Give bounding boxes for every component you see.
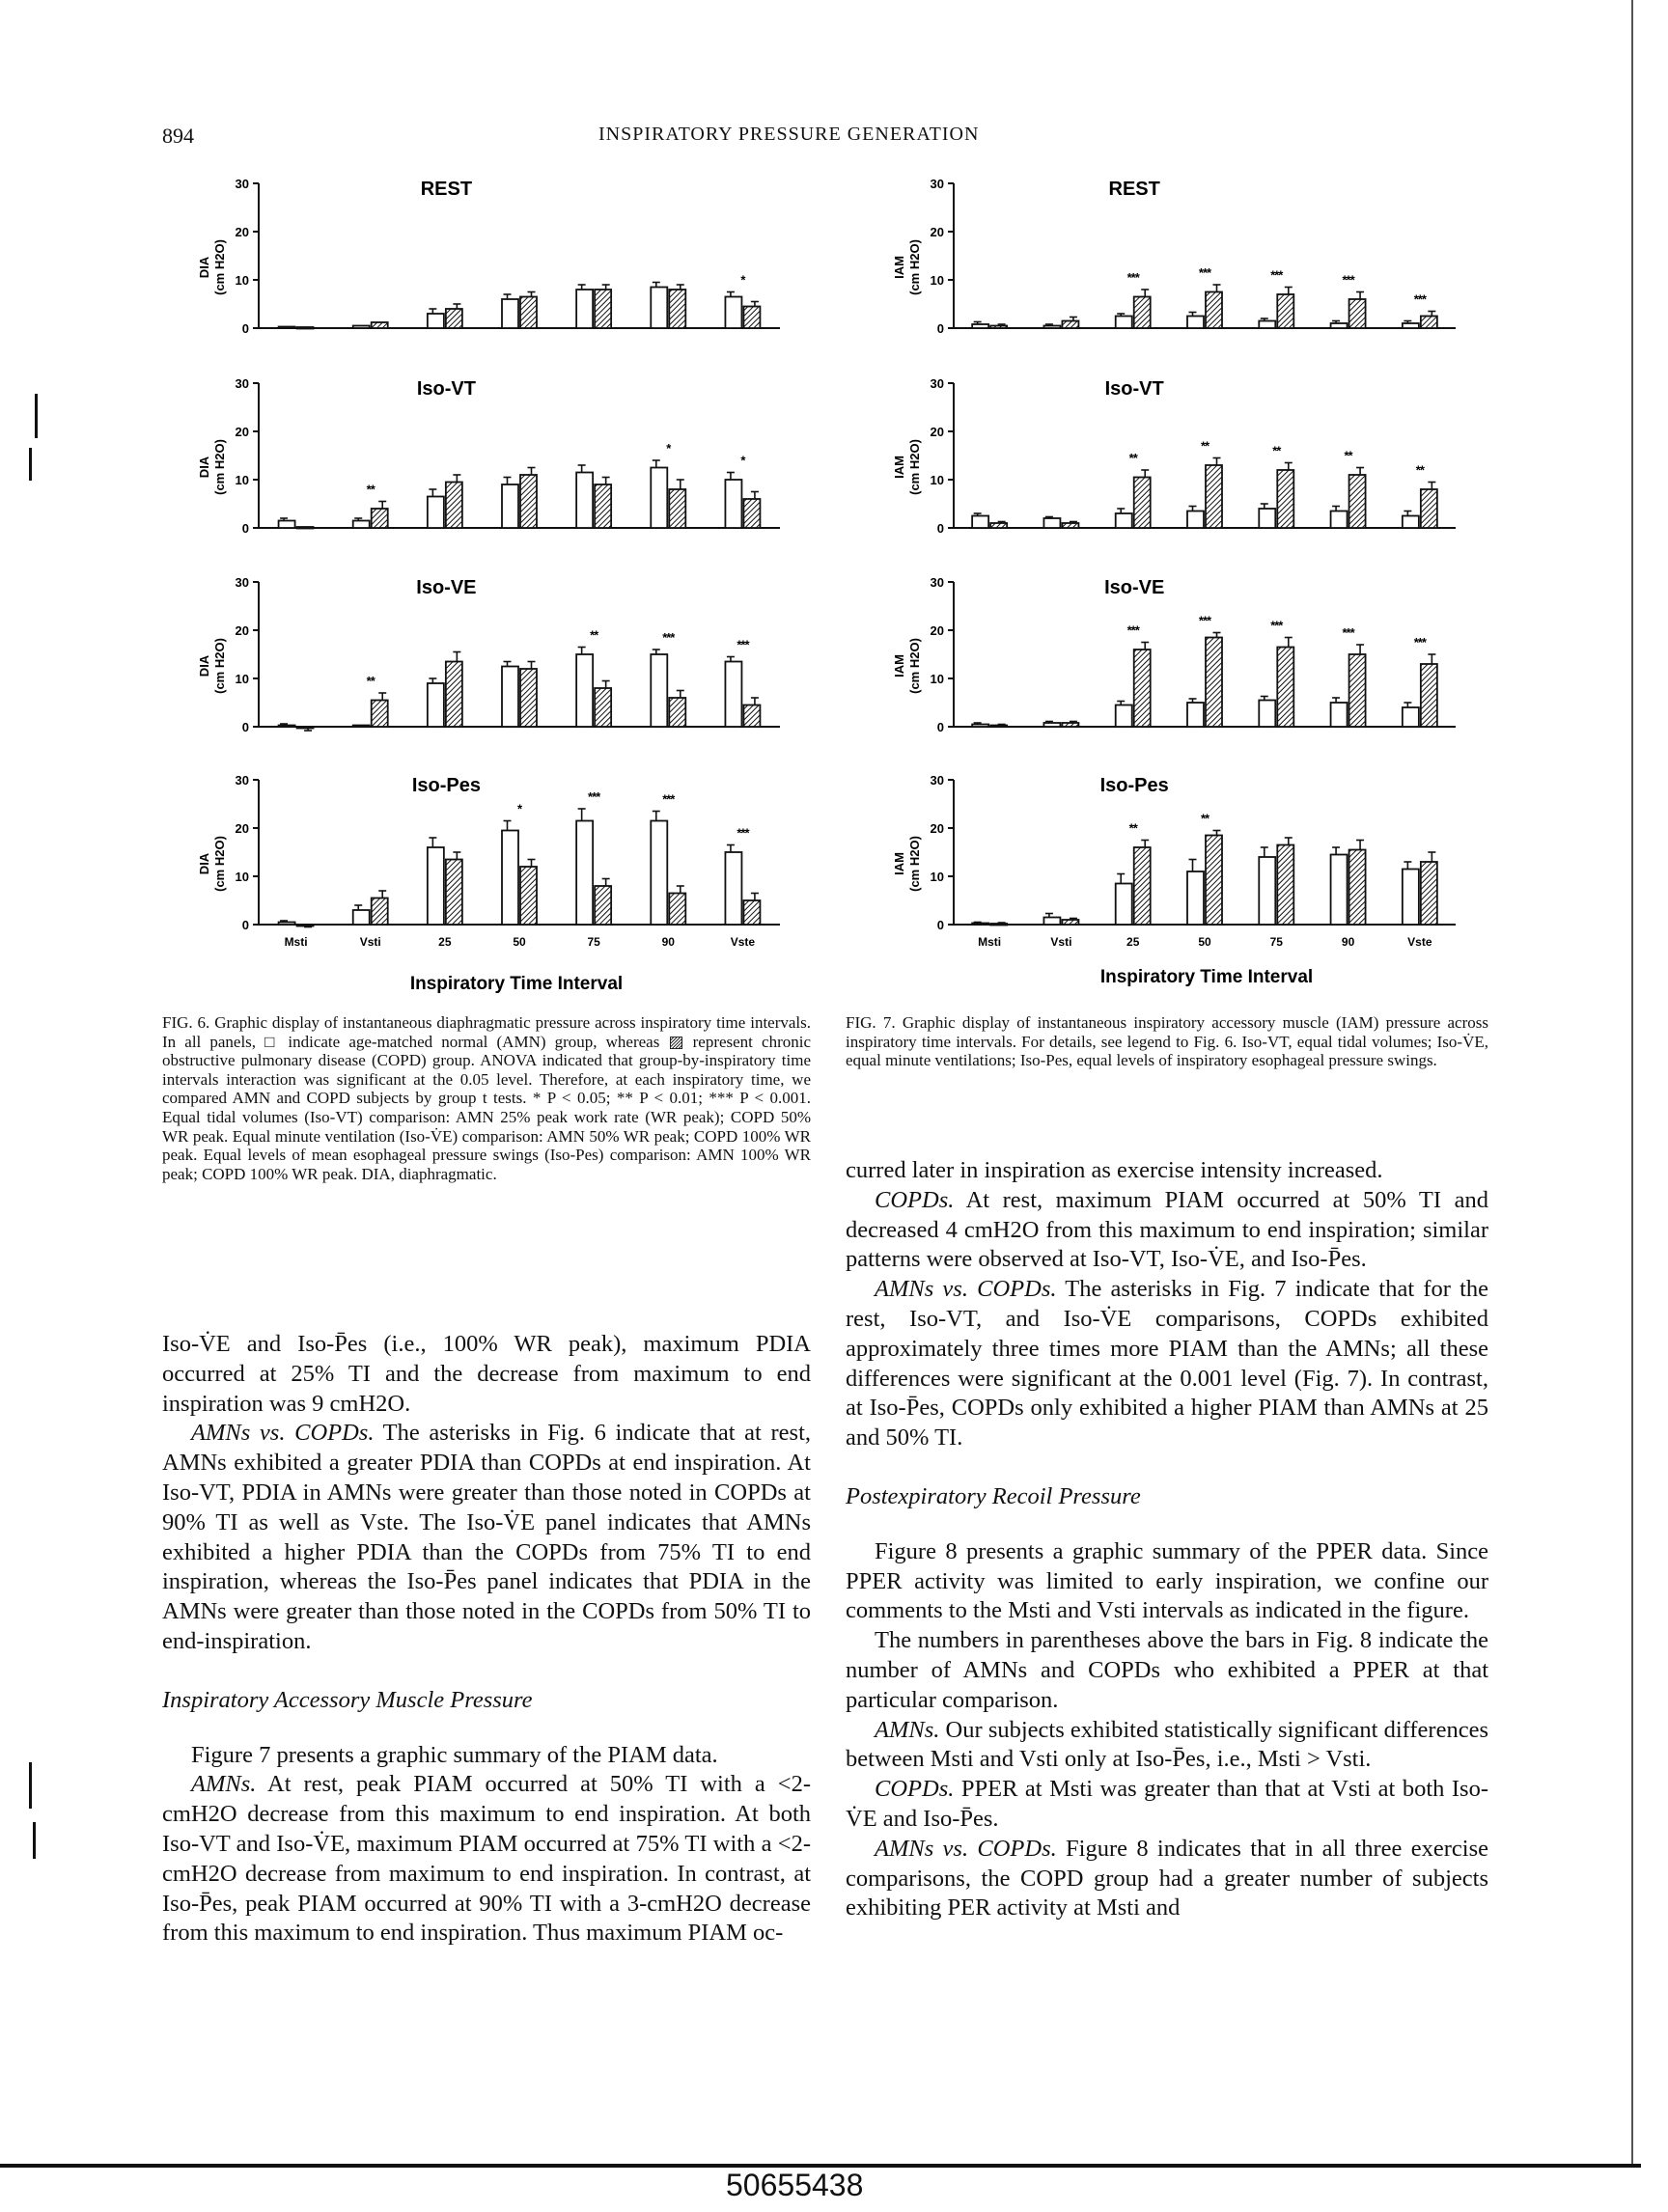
significance-marker: ***	[662, 791, 675, 807]
y-axis-label-units: (cm H2O)	[907, 836, 922, 892]
right-column	[846, 1156, 1488, 1923]
bar-copd	[669, 290, 685, 328]
y-axis-label-units: (cm H2O)	[907, 239, 922, 295]
bar-copd	[297, 527, 314, 529]
bar-amn	[1116, 705, 1132, 728]
bar-amn	[1043, 918, 1060, 926]
bar-amn	[428, 683, 444, 727]
fig7-xaxis-title: Inspiratory Time Interval	[1099, 967, 1314, 987]
bar-copd	[372, 899, 388, 926]
left-column	[162, 1330, 811, 1949]
bar-copd	[446, 309, 462, 328]
right-para-3-lead: AMNs vs. COPDs.	[875, 1276, 1057, 1303]
y-axis-label: DIA	[197, 852, 211, 875]
bar-amn	[1116, 513, 1132, 528]
y-tick-label: 30	[930, 773, 944, 788]
bar-copd	[1277, 845, 1293, 926]
y-tick-label: 0	[936, 720, 944, 734]
y-tick-label: 20	[930, 225, 944, 239]
panel-title: Iso-VE	[1104, 577, 1165, 598]
chart-panel-fig6-1	[197, 177, 780, 336]
bar-amn	[1043, 518, 1060, 528]
bar-copd	[669, 894, 685, 926]
bar-copd	[297, 327, 314, 329]
bar-amn	[972, 516, 988, 529]
left-para-1: Iso-V̇E and Iso-P̄es (i.e., 100% WR peak), maximum PDIA occurred at 25% TI and the decrease from maximum to end inspiration was 9 cmH2O.	[162, 1331, 811, 1417]
significance-marker: ***	[1413, 291, 1426, 307]
bar-amn	[1331, 855, 1348, 926]
y-tick-label: 0	[936, 521, 944, 536]
right-para-6-lead: AMNs.	[875, 1716, 940, 1743]
x-tick-label: Msti	[978, 935, 1002, 949]
right-para-2-text: At rest, maximum PIAM occurred at 50% TI and decreased 4 cmH2O from this maximum to end inspiration; similar patterns were observed at Iso-VT, Iso-V̇E, and Iso-P̄es.	[846, 1186, 1488, 1273]
bar-copd	[595, 886, 611, 925]
x-tick-label: 90	[1341, 935, 1355, 949]
bar-copd	[1206, 836, 1222, 926]
left-para-2-text: The asterisks in Fig. 6 indicate that at rest, AMNs exhibited a greater PDIA than COPDs at end inspiration. At Iso-VT, PDIA in AMNs were greater than those noted in COPDs at 90% TI as well as Vste. The Iso-V̇E panel indicates that AMNs exhibited a higher PDIA than the COPDs from 75% TI to end inspiration, whereas the Iso-P̄es panel indicates that PDIA in the AMNs were greater than those noted in the COPDs from 50% TI to end-inspiration.	[162, 1420, 811, 1654]
chart-panel-fig6-3	[197, 575, 780, 734]
y-axis-label: DIA	[197, 256, 211, 279]
bar-copd	[1349, 654, 1366, 727]
left-para-2	[162, 1419, 811, 1656]
margin-mark	[29, 448, 32, 481]
bar-amn	[651, 288, 667, 329]
significance-marker: ***	[1413, 635, 1426, 650]
y-axis-label-units: (cm H2O)	[907, 439, 922, 495]
margin-mark	[35, 394, 38, 438]
significance-marker: **	[1128, 820, 1137, 836]
bar-amn	[279, 327, 295, 329]
bar-copd	[595, 290, 611, 328]
bar-copd	[446, 483, 462, 529]
significance-marker: ***	[662, 630, 675, 645]
bar-amn	[972, 324, 988, 328]
page-number: 894	[162, 124, 194, 148]
bar-amn	[353, 726, 370, 728]
significance-marker: **	[590, 627, 598, 643]
panel-title: Iso-VT	[416, 378, 476, 400]
page-right-rule	[1631, 0, 1633, 2164]
bar-copd	[1277, 648, 1293, 728]
y-tick-label: 0	[936, 321, 944, 336]
bar-copd	[1062, 723, 1078, 727]
right-para-8-text: Figure 8 indicates that in all three exercise comparisons, the COPD group had a greater number of subjects exhibiting PER activity at Msti and	[846, 1835, 1488, 1922]
bar-amn	[1116, 884, 1132, 926]
fig7-caption-label: FIG. 7.	[846, 1013, 896, 1032]
y-axis-label-units: (cm H2O)	[907, 638, 922, 694]
significance-marker: **	[1415, 462, 1424, 478]
chart-panel-fig7-4	[892, 773, 1456, 949]
fig6-caption	[162, 1013, 811, 1183]
y-tick-label: 10	[930, 473, 944, 487]
y-tick-label: 30	[235, 773, 249, 788]
chart-panel-fig7-3	[892, 575, 1456, 734]
chart-panel-fig7-2	[892, 376, 1456, 536]
bar-copd	[1277, 294, 1293, 328]
significance-marker: ***	[1126, 270, 1139, 285]
bar-copd	[1062, 523, 1078, 528]
bar-copd	[743, 499, 760, 528]
x-tick-label: 25	[438, 935, 452, 949]
x-tick-label: 50	[513, 935, 526, 949]
right-para-3-text: The asterisks in Fig. 7 indicate that for the rest, Iso-VT, and Iso-V̇E comparisons, COPDs exhibited approximately three times more PIAM than the AMNs; all these differences were significant at the 0.001 level (Fig. 7). In contrast, at Iso-P̄es, COPDs only exhibited a higher PIAM than AMNs at 25 and 50% TI.	[846, 1276, 1489, 1452]
y-tick-label: 10	[235, 473, 249, 487]
right-para-6	[846, 1716, 1488, 1776]
y-tick-label: 10	[930, 273, 944, 288]
bar-copd	[669, 489, 685, 528]
significance-marker: ***	[737, 825, 749, 841]
bar-amn	[1403, 870, 1419, 926]
left-para-4-text: At rest, peak PIAM occurred at 50% TI with a <2-cmH2O decrease from this maximum to end inspiration. At both Iso-VT and Iso-V̇E, maximum PIAM occurred at 75% TI with a <2-cmH2O decrease from maximum to end inspiration. In contrast, at Iso-P̄es, peak PIAM occurred at 90% TI with a 3-cmH2O decrease from this maximum to end inspiration. Thus maximum PIAM oc-	[162, 1771, 811, 1947]
bar-amn	[725, 852, 741, 925]
y-tick-label: 20	[930, 821, 944, 836]
bar-amn	[279, 726, 295, 728]
bar-amn	[502, 299, 518, 328]
right-para-3	[846, 1275, 1488, 1453]
y-axis-label: DIA	[197, 654, 211, 677]
significance-marker: ***	[1342, 272, 1354, 288]
significance-marker: ***	[1270, 618, 1283, 633]
significance-marker: **	[366, 674, 375, 688]
right-para-2-lead: COPDs.	[875, 1186, 955, 1213]
bar-copd	[595, 688, 611, 727]
x-tick-label: Vsti	[1050, 935, 1072, 949]
bar-amn	[1116, 317, 1132, 329]
bar-amn	[576, 290, 593, 328]
significance-marker: *	[740, 453, 745, 468]
right-para-7	[846, 1775, 1488, 1835]
significance-marker: **	[366, 482, 375, 497]
section-heading-iam: Inspiratory Accessory Muscle Pressure	[162, 1686, 533, 1713]
bar-copd	[1277, 470, 1293, 528]
right-para-2	[846, 1186, 1488, 1275]
fig7-caption-text: Graphic display of instantaneous inspiratory accessory muscle (IAM) pressure across inspiratory time intervals. For details, see legend to Fig. 6. Iso-VT, equal tidal volumes; Iso-V̇E, equal minute ventilations; Iso-Pes, equal levels of inspiratory esophageal pressure swings.	[846, 1013, 1488, 1070]
panel-title: REST	[1108, 179, 1160, 200]
bar-copd	[372, 322, 388, 328]
bar-copd	[743, 900, 760, 925]
bar-copd	[520, 475, 537, 528]
y-tick-label: 10	[930, 672, 944, 686]
fig6-xaxis-title: Inspiratory Time Interval	[409, 974, 624, 994]
bar-amn	[1259, 701, 1275, 728]
right-para-8-lead: AMNs vs. COPDs.	[875, 1835, 1057, 1862]
y-axis-label-units: (cm H2O)	[212, 439, 227, 495]
bar-amn	[502, 484, 518, 528]
right-para-7-text: PPER at Msti was greater than that at Vsti at both Iso-V̇E and Iso-P̄es.	[846, 1776, 1488, 1832]
y-tick-label: 30	[930, 376, 944, 391]
y-axis-label-units: (cm H2O)	[212, 836, 227, 892]
bar-amn	[1043, 326, 1060, 329]
bar-amn	[1403, 323, 1419, 328]
x-tick-label: 75	[1269, 935, 1283, 949]
significance-marker: ***	[1126, 622, 1139, 638]
bar-amn	[353, 326, 370, 329]
left-para-2-lead: AMNs vs. COPDs.	[191, 1420, 375, 1447]
bar-amn	[279, 521, 295, 529]
bar-amn	[1403, 516, 1419, 529]
bar-amn	[1259, 321, 1275, 329]
right-para-1: curred later in inspiration as exercise intensity increased.	[846, 1157, 1383, 1183]
bar-copd	[297, 727, 314, 729]
x-tick-label: Msti	[284, 935, 308, 949]
left-para-4-lead: AMNs.	[191, 1771, 257, 1798]
bar-copd	[669, 698, 685, 727]
margin-mark	[29, 1762, 32, 1809]
significance-marker: *	[666, 441, 671, 456]
bar-amn	[1187, 512, 1204, 529]
bar-copd	[520, 867, 537, 925]
y-tick-label: 10	[930, 870, 944, 884]
right-para-6-text: Our subjects exhibited statistically significant differences between Msti and Vsti only at Iso-P̄es, i.e., Msti > Vsti.	[846, 1716, 1488, 1773]
y-axis-label: IAM	[892, 654, 906, 677]
significance-marker: ***	[1198, 613, 1211, 628]
y-axis-label: DIA	[197, 456, 211, 479]
panel-title: Iso-Pes	[411, 775, 481, 796]
bar-copd	[990, 326, 1007, 329]
significance-marker: ***	[588, 789, 600, 804]
fig6-caption-label: FIG. 6.	[162, 1013, 210, 1032]
bar-amn	[1043, 723, 1060, 727]
bar-copd	[1134, 650, 1151, 727]
bar-amn	[353, 521, 370, 529]
y-tick-label: 10	[235, 273, 249, 288]
bar-copd	[1134, 297, 1151, 329]
bar-amn	[428, 847, 444, 925]
bar-copd	[1349, 475, 1366, 528]
bar-amn	[502, 831, 518, 926]
x-tick-label: Vsti	[359, 935, 381, 949]
bar-amn	[1187, 317, 1204, 329]
bar-amn	[725, 662, 741, 728]
fig6-caption-text: Graphic display of instantaneous diaphragmatic pressure across inspiratory time intervals. In all panels, □ indicate age-matched normal (AMN) group, whereas ▨ represent chronic obstructive pulmonary disease (COPD) group. ANOVA indicated that group-by-inspiratory time intervals interaction was significant at the 0.05 level. Therefore, at each inspiratory time, we compared AMN and COPD subjects by group t tests. * P < 0.05; ** P < 0.01; *** P < 0.001. Equal tidal volumes (Iso-VT) comparison: AMN 25% peak work rate (WR peak); COPD 50% WR peak. Equal minute ventilation (Iso-V̇E) comparison: AMN 50% WR peak; COPD 100% WR peak. Equal levels of mean esophageal pressure swings (Iso-Pes) comparison: AMN 100% WR peak; COPD 100% WR peak. DIA, diaphragmatic.	[162, 1013, 812, 1183]
panel-title: REST	[420, 179, 473, 200]
significance-marker: ***	[1342, 625, 1354, 640]
y-tick-label: 20	[235, 821, 249, 836]
y-tick-label: 10	[235, 672, 249, 686]
bar-amn	[651, 654, 667, 727]
y-tick-label: 0	[241, 321, 249, 336]
x-tick-label: Vste	[1407, 935, 1432, 949]
bar-copd	[1349, 850, 1366, 926]
y-tick-label: 30	[235, 575, 249, 590]
section-heading-per: Postexpiratory Recoil Pressure	[846, 1482, 1141, 1509]
bar-copd	[990, 924, 1007, 926]
y-tick-label: 30	[930, 575, 944, 590]
y-axis-label: IAM	[892, 456, 906, 479]
fig7-caption	[846, 1013, 1488, 1070]
margin-mark	[33, 1822, 36, 1859]
bar-copd	[743, 705, 760, 728]
y-tick-label: 20	[930, 425, 944, 439]
significance-marker: **	[1272, 443, 1281, 458]
bar-amn	[1259, 509, 1275, 528]
bar-amn	[428, 314, 444, 328]
bar-amn	[1187, 871, 1204, 925]
y-tick-label: 30	[235, 177, 249, 191]
bar-copd	[520, 669, 537, 727]
y-tick-label: 20	[235, 623, 249, 638]
running-title: INSPIRATORY PRESSURE GENERATION	[598, 124, 980, 145]
y-tick-label: 10	[235, 870, 249, 884]
bar-amn	[651, 468, 667, 529]
significance-marker: ***	[737, 637, 749, 652]
bar-amn	[1331, 703, 1348, 727]
significance-marker: **	[1200, 811, 1209, 826]
y-tick-label: 20	[235, 225, 249, 239]
significance-marker: *	[740, 272, 745, 288]
right-para-8	[846, 1835, 1488, 1923]
bar-copd	[1421, 489, 1437, 528]
y-tick-label: 0	[241, 918, 249, 932]
bar-amn	[1187, 703, 1204, 727]
bar-amn	[972, 725, 988, 728]
bar-amn	[1331, 512, 1348, 529]
right-para-5: The numbers in parentheses above the bars in Fig. 8 indicate the number of AMNs and COPDs who exhibited a PPER at that particular comparison.	[846, 1627, 1488, 1713]
bar-amn	[725, 480, 741, 528]
y-tick-label: 20	[235, 425, 249, 439]
bar-copd	[743, 307, 760, 329]
bar-copd	[1206, 638, 1222, 728]
y-tick-label: 30	[235, 376, 249, 391]
bar-amn	[576, 654, 593, 727]
bar-amn	[972, 924, 988, 926]
panel-title: Iso-VT	[1104, 378, 1164, 400]
y-axis-label-units: (cm H2O)	[212, 638, 227, 694]
bar-copd	[446, 662, 462, 728]
x-tick-label: 75	[587, 935, 600, 949]
bar-copd	[1421, 862, 1437, 925]
x-tick-label: Vste	[730, 935, 756, 949]
bar-copd	[372, 701, 388, 728]
bar-amn	[1403, 707, 1419, 727]
y-tick-label: 0	[241, 720, 249, 734]
bar-copd	[1134, 847, 1151, 925]
bar-copd	[1421, 317, 1437, 329]
right-para-4: Figure 8 presents a graphic summary of the PPER data. Since PPER activity was limited to early inspiration, we confine our comments to the Msti and Vsti intervals as indicated in the figure.	[846, 1537, 1488, 1624]
y-tick-label: 0	[936, 918, 944, 932]
document-id: 50655438	[726, 2168, 864, 2202]
x-tick-label: 90	[661, 935, 675, 949]
bar-copd	[990, 726, 1007, 728]
significance-marker: ***	[1270, 267, 1283, 283]
bar-amn	[1331, 323, 1348, 328]
figures-6-7	[0, 0, 1668, 1013]
bar-amn	[651, 821, 667, 926]
bar-amn	[428, 497, 444, 529]
chart-panel-fig7-1	[892, 177, 1456, 336]
bar-copd	[297, 925, 314, 926]
bar-amn	[576, 821, 593, 926]
y-axis-label: IAM	[892, 256, 906, 279]
y-tick-label: 20	[930, 623, 944, 638]
chart-panel-fig6-2	[197, 376, 780, 536]
bar-amn	[725, 297, 741, 329]
bar-copd	[1062, 321, 1078, 329]
bar-copd	[1206, 465, 1222, 528]
y-axis-label: IAM	[892, 852, 906, 875]
bar-copd	[372, 509, 388, 528]
bar-copd	[446, 860, 462, 926]
significance-marker: *	[516, 801, 522, 816]
bar-copd	[990, 523, 1007, 528]
left-para-3: Figure 7 presents a graphic summary of the PIAM data.	[191, 1741, 718, 1768]
bar-amn	[502, 667, 518, 728]
bar-copd	[1134, 478, 1151, 529]
right-para-7-lead: COPDs.	[875, 1776, 955, 1803]
bar-amn	[1259, 857, 1275, 925]
bar-copd	[1206, 292, 1222, 329]
panel-title: Iso-VE	[416, 577, 477, 598]
left-para-4	[162, 1770, 811, 1949]
bar-amn	[576, 473, 593, 529]
bar-copd	[1062, 920, 1078, 925]
significance-marker: **	[1128, 451, 1137, 465]
bar-copd	[1421, 664, 1437, 727]
significance-marker: **	[1344, 448, 1352, 463]
bar-copd	[520, 297, 537, 329]
x-tick-label: 50	[1198, 935, 1211, 949]
bar-amn	[353, 910, 370, 925]
y-tick-label: 30	[930, 177, 944, 191]
y-tick-label: 0	[241, 521, 249, 536]
panel-title: Iso-Pes	[1099, 775, 1169, 796]
significance-marker: ***	[1198, 265, 1211, 280]
y-axis-label-units: (cm H2O)	[212, 239, 227, 295]
bar-copd	[1349, 299, 1366, 328]
x-tick-label: 25	[1126, 935, 1140, 949]
bar-amn	[279, 923, 295, 926]
bar-copd	[595, 484, 611, 528]
chart-panel-fig6-4	[197, 773, 780, 949]
significance-marker: **	[1200, 438, 1209, 454]
